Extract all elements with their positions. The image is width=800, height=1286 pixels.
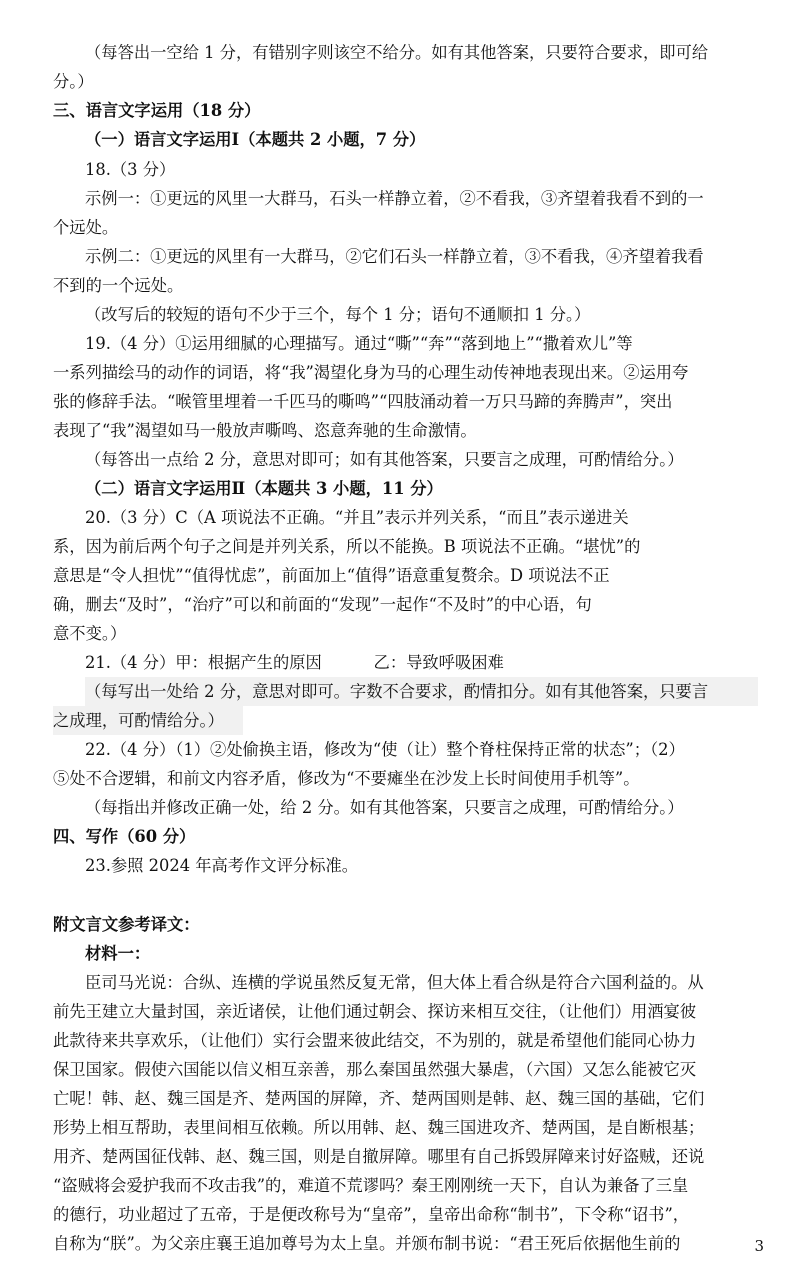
subsection-heading: （一）语言文字运用Ⅰ（本题共 2 小题，7 分）	[85, 130, 426, 149]
text-line: 19.（4 分）①运用细腻的心理描写。通过“嘶”“奔”“落到地上”“撒着欢儿”等	[85, 334, 633, 353]
text-line: 意不变。）	[53, 624, 127, 643]
text-line: ⑤处不合逻辑，和前文内容矛盾，修改为“不要瘫坐在沙发上长时间使用手机等”。	[53, 769, 640, 788]
text-line: 表现了“我”渴望如马一般放声嘶鸣、恣意奔驰的生命激情。	[53, 421, 477, 440]
appendix-heading: 附文言文参考译文：	[53, 915, 200, 934]
text-line: （改写后的较短的语句不少于三个，每个 1 分；语句不通顺扣 1 分。）	[85, 305, 591, 324]
text-line: 系，因为前后两个句子之间是并列关系，所以不能换。B 项说法不正确。“堪忧”的	[53, 537, 641, 556]
text-line: 形势上相互帮助，表里间相互依赖。所以用韩、赵、魏三国进攻齐、楚两国，是自断根基；	[53, 1118, 705, 1137]
text-line: 亡呢！韩、赵、魏三国是齐、楚两国的屏障，齐、楚两国则是韩、赵、魏三国的基础，它们	[53, 1089, 705, 1108]
text-line: 23.参照 2024 年高考作文评分标准。	[85, 856, 359, 875]
text-line: （每答出一点给 2 分，意思对即可；如有其他答案，只要言之成理，可酌情给分。）	[85, 450, 684, 469]
text-line: 20.（3 分）C（A 项说法不正确。“并且”表示并列关系，“而且”表示递进关	[85, 508, 629, 527]
section-heading: 四、写作（60 分）	[53, 827, 196, 846]
subsection-heading: （二）语言文字运用Ⅱ（本题共 3 小题，11 分）	[85, 479, 443, 498]
text-line: 之成理，可酌情给分。）	[53, 706, 243, 735]
text-line: 臣司马光说：合纵、连横的学说虽然反复无常，但大体上看合纵是符合六国利益的。从	[85, 973, 704, 992]
text-line: 示例二：①更远的风里有一大群马，②它们石头一样静立着，③不看我，④齐望着我看	[85, 247, 704, 266]
text-line: 自称为“朕”。为父亲庄襄王追加尊号为太上皇。并颁布制书说：“君王死后依据他生前的	[53, 1234, 681, 1253]
text-line: （每写出一处给 2 分，意思对即可。字数不合要求，酌情扣分。如有其他答案，只要言	[85, 677, 758, 706]
text-line: “盗贼将会爱护我而不攻击我”的，难道不荒谬吗？秦王刚刚统一天下，自认为兼备了三皇	[53, 1176, 689, 1195]
text-line: 个远处。	[53, 218, 119, 237]
text-line: 保卫国家。假使六国能以信义相互亲善，那么秦国虽然强大暴虐，（六国）又怎么能被它灭	[53, 1060, 697, 1079]
text-line: 21.（4 分）甲：根据产生的原因 乙：导致呼吸困难	[85, 653, 504, 672]
text-line: 意思是“令人担忧”“值得忧虑”，前面加上“值得”语意重复赘余。D 项说法不正	[53, 566, 610, 585]
text-line: 不到的一个远处。	[53, 276, 184, 295]
text-line: 前先王建立大量封国，亲近诸侯，让他们通过朝会、探访来相互交往，（让他们）用酒宴彼	[53, 1002, 697, 1021]
text-line: 分。）	[53, 72, 94, 91]
section-heading: 三、语言文字运用（18 分）	[53, 101, 261, 120]
text-line: 示例一：①更远的风里一大群马，石头一样静立着，②不看我，③齐望着我看不到的一	[85, 189, 704, 208]
text-line: 此款待来共享欢乐，（让他们）实行会盟来彼此结交，不为别的，就是希望他们能同心协力	[53, 1031, 697, 1050]
question-number: 18.（3 分）	[85, 160, 176, 179]
text-line: 的德行，功业超过了五帝，于是便改称号为“皇帝”，皇帝出命称“制书”，下令称“诏书”，	[53, 1205, 690, 1224]
text-line: （每答出一空给 1 分，有错别字则该空不给分。如有其他答案，只要符合要求，即可给	[85, 43, 709, 62]
material-heading: 材料一：	[85, 944, 151, 963]
text-line: 张的修辞手法。“喉管里埋着一千匹马的嘶鸣”“四肢涌动着一万只马蹄的奔腾声”，突出	[53, 392, 673, 411]
text-line: 22.（4 分）（1）②处偷换主语，修改为“使（让）整个脊柱保持正常的状态”；（2）	[85, 740, 685, 759]
text-line: 用齐、楚两国征伐韩、赵、魏三国，则是自撤屏障。哪里有自己拆毁屏障来讨好盗贼，还说	[53, 1147, 705, 1166]
text-line: （每指出并修改正确一处，给 2 分。如有其他答案，只要言之成理，可酌情给分。）	[85, 798, 684, 817]
text-line: 确，删去“及时”，“治疗”可以和前面的“发现”一起作“不及时”的中心语，句	[53, 595, 592, 614]
page-number: 3	[754, 1237, 764, 1255]
text-line: 一系列描绘马的动作的词语，将“我”渴望化身为马的心理生动传神地表现出来。②运用夸	[53, 363, 689, 382]
